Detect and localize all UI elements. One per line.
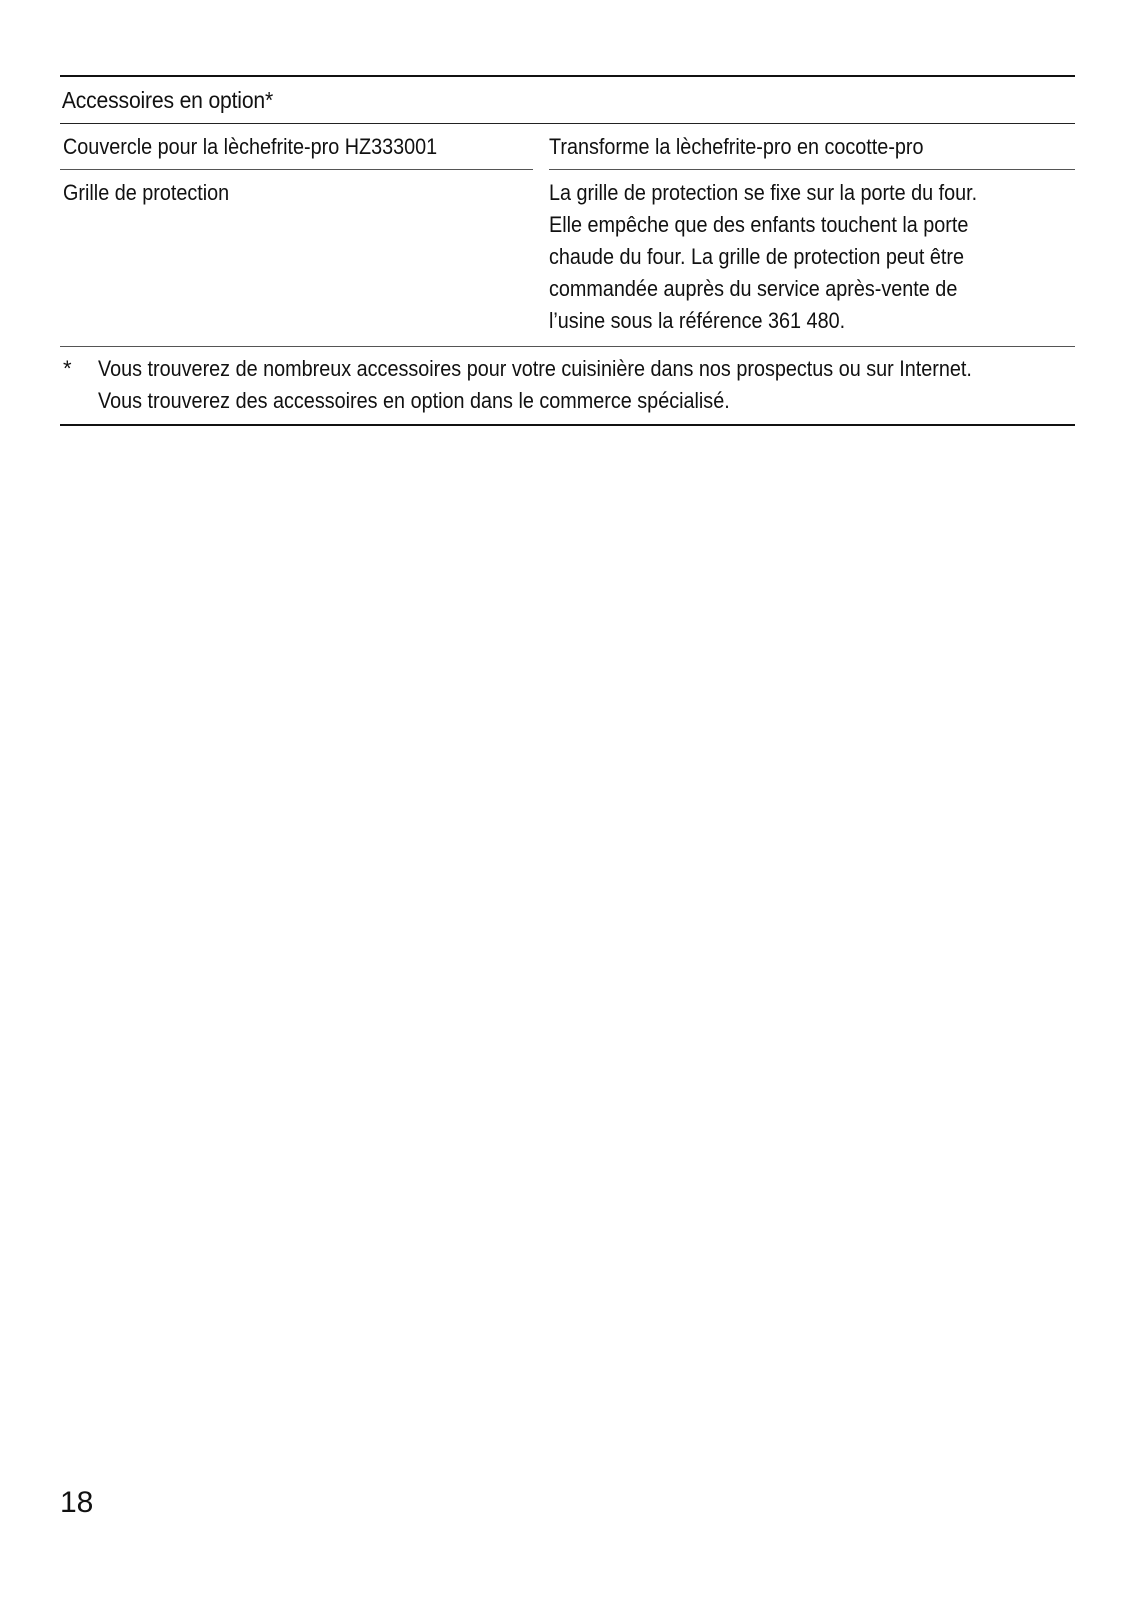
footnote-line: Vous trouverez des accessoires en option dans le commerce spécialisé. bbox=[98, 388, 730, 413]
item-name: Couvercle pour la lèchefrite-pro HZ333001 bbox=[63, 134, 438, 159]
description-cell bbox=[549, 177, 1075, 337]
description-cell bbox=[549, 131, 1075, 163]
item-name: Grille de protection bbox=[63, 180, 230, 205]
footnote-line: Vous trouverez de nombreux accessoires pour votre cuisinière dans nos prospectus ou sur Internet. bbox=[98, 356, 972, 381]
bottom-rule bbox=[60, 424, 1075, 426]
footnote bbox=[60, 347, 1075, 424]
footnote-mark: * bbox=[63, 356, 72, 381]
item-description-line: chaude du four. La grille de protection peut être bbox=[549, 244, 964, 269]
section-heading-row bbox=[60, 77, 1075, 123]
page-number: 18 bbox=[60, 1486, 94, 1519]
accessories-table bbox=[60, 75, 1075, 426]
item-description-line: Transforme la lèchefrite-pro en cocotte-pro bbox=[549, 134, 924, 159]
item-description-line: Elle empêche que des enfants touchent la porte bbox=[549, 212, 969, 237]
item-description-line: La grille de protection se fixe sur la porte du four. bbox=[549, 180, 978, 205]
footnote-text bbox=[98, 353, 1069, 417]
table-row bbox=[60, 124, 1075, 170]
table-row bbox=[60, 170, 1075, 346]
item-description-line: l’usine sous la référence 361 480. bbox=[549, 308, 846, 333]
section-heading: Accessoires en option* bbox=[61, 86, 274, 113]
item-description-line: commandée auprès du service après-vente de bbox=[549, 276, 958, 301]
item-cell bbox=[60, 131, 533, 163]
item-cell bbox=[60, 177, 533, 337]
